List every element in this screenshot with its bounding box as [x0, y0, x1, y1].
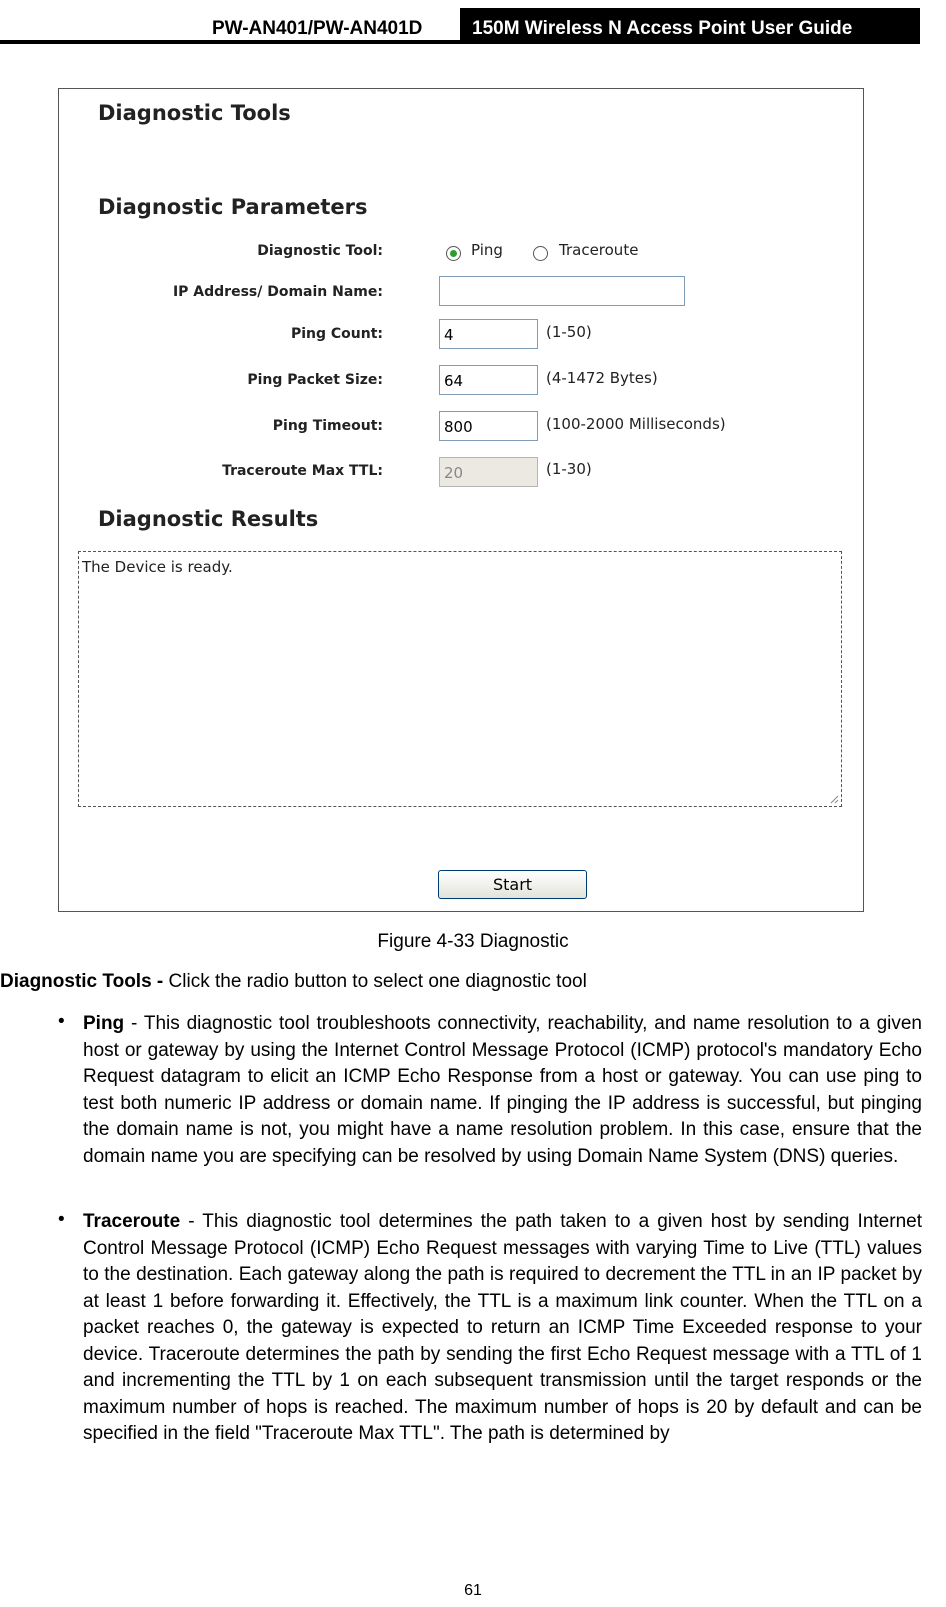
params-heading: Diagnostic Parameters — [98, 195, 368, 219]
traceroute-text: - This diagnostic tool determines the path taken to a given host by sending Internet Control Message Protocol (ICMP) Echo Request messages with varying Time to Live (TTL) values to the destination. Each gateway along the path is required to decrement the TTL in an IP packet by at least 1 before forwarding it. Effectively, the TTL is a maximum link counter. When the TTL on a packet reaches 0, the gateway is expected to return an ICMP Time Exceeded response to your device. Traceroute determines the path by sending the first Echo Request message with a TTL of 1 and incrementing the TTL by 1 on each subsequent transmission until the target responds or the maximum number of hops is reached. The maximum number of hops is 20 by default and can be specified in the field "Traceroute Max TTL". The path is determined by — [83, 1211, 922, 1444]
intro-text: Click the radio button to select one diagnostic tool — [163, 971, 587, 992]
timeout-input[interactable]: 800 — [439, 411, 538, 441]
timeout-hint: (100-2000 Milliseconds) — [546, 415, 726, 433]
ping-count-hint: (1-50) — [546, 323, 592, 341]
ttl-input[interactable]: 20 — [439, 457, 538, 487]
results-heading: Diagnostic Results — [98, 507, 319, 531]
ping-term: Ping — [83, 1013, 125, 1034]
ip-label: IP Address/ Domain Name: — [172, 284, 383, 300]
packet-size-label: Ping Packet Size: — [247, 372, 383, 388]
ping-count-input[interactable]: 4 — [439, 319, 538, 349]
traceroute-term: Traceroute — [83, 1211, 181, 1232]
ping-radio[interactable] — [446, 246, 461, 261]
intro-term: Diagnostic Tools - — [0, 971, 164, 992]
packet-size-input[interactable]: 64 — [439, 365, 538, 395]
bullet-marker: • — [58, 1209, 65, 1230]
ttl-label: Traceroute Max TTL: — [222, 463, 383, 479]
intro-paragraph — [0, 971, 587, 993]
ping-count-label: Ping Count: — [290, 326, 383, 342]
tool-label: Diagnostic Tool: — [257, 243, 383, 259]
results-textarea[interactable] — [78, 551, 842, 807]
diagnostic-screenshot — [58, 88, 864, 912]
resize-grip-icon[interactable] — [829, 794, 839, 804]
traceroute-paragraph — [83, 1209, 922, 1448]
ip-domain-input[interactable] — [439, 276, 685, 306]
ping-paragraph — [83, 1011, 922, 1170]
packet-size-hint: (4-1472 Bytes) — [546, 369, 658, 387]
page-title: Diagnostic Tools — [98, 101, 291, 125]
ttl-hint: (1-30) — [546, 460, 592, 478]
header-guide-title: 150M Wireless N Access Point User Guide — [460, 8, 920, 42]
ping-radio-label: Ping — [471, 241, 503, 259]
header-rule — [0, 40, 920, 44]
results-text: The Device is ready. — [82, 558, 233, 576]
start-button[interactable]: Start — [438, 870, 587, 899]
ping-text: - This diagnostic tool troubleshoots connectivity, reachability, and name resolution to a given host or gateway by using the Internet Control Message Protocol (ICMP) protocol's mandatory Echo Request datagram to elicit an ICMP Echo Response from a host or gateway. You can use ping to test both numeric IP address or domain name. If pinging the IP address is successful, but pinging the domain name is not, you might have a name resolution problem. In this case, ensure that the domain name you are specifying can be resolved by using Domain Name System (DNS) queries. — [83, 1013, 922, 1167]
traceroute-radio[interactable] — [533, 246, 548, 261]
header-model: PW-AN401/PW-AN401D — [212, 18, 423, 39]
timeout-label: Ping Timeout: — [272, 418, 383, 434]
bullet-marker: • — [58, 1011, 65, 1032]
page-header — [0, 0, 946, 46]
figure-caption: Figure 4-33 Diagnostic — [377, 931, 569, 952]
page-number: 61 — [464, 1582, 482, 1599]
traceroute-radio-label: Traceroute — [559, 241, 639, 259]
